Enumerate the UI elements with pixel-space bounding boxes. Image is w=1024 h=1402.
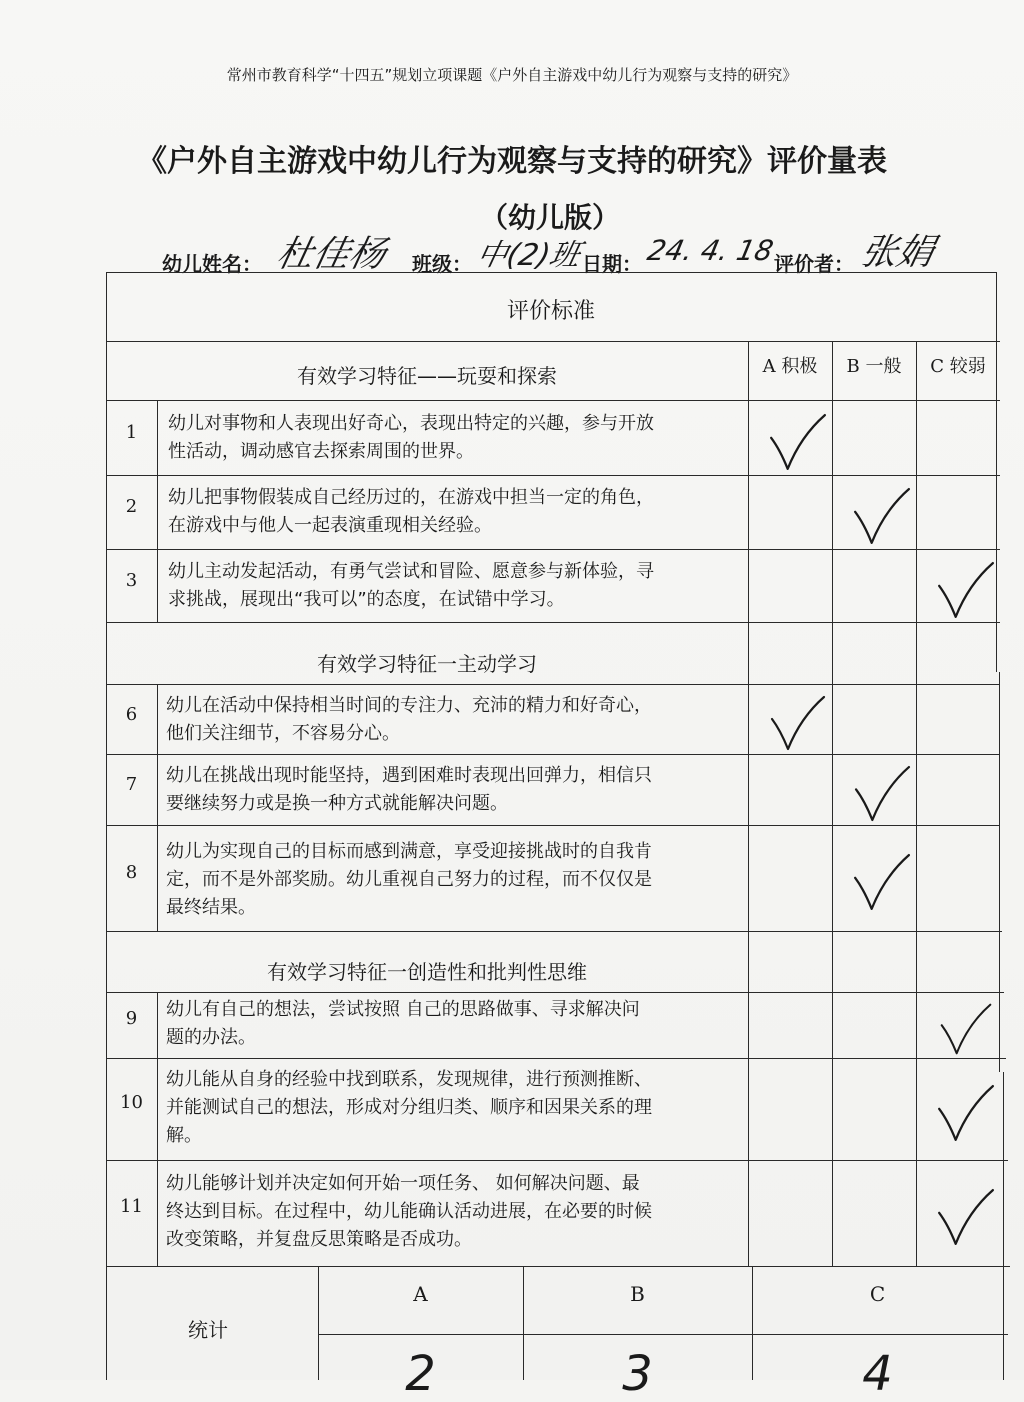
number-col-border xyxy=(157,992,158,1266)
row-divider xyxy=(106,400,1000,401)
row-number: 10 xyxy=(120,1092,143,1113)
row-divider xyxy=(106,341,1000,342)
date-value: 24. 4. 18 xyxy=(644,234,777,267)
row-criterion: 幼儿在活动中保持相当时间的专注力、充沛的精力和好奇心， 他们关注细节，不容易分心。 xyxy=(166,695,652,744)
name-value: 杜佳杨 xyxy=(273,234,390,275)
row-criterion: 幼儿在挑战出现时能坚持，遇到困难时表现出回弹力，相信只 要继续努力或是换一种方式就能解决问题。 xyxy=(166,765,652,814)
row-divider xyxy=(106,1266,1010,1267)
row-number: 7 xyxy=(125,774,138,795)
row-criterion: 幼儿有自己的想法，尝试按照 自己的思路做事、寻求解决问 题的办法。 xyxy=(166,999,640,1048)
stats-value-c: 4 xyxy=(862,1346,893,1402)
stats-value-b: 3 xyxy=(622,1346,653,1402)
check-mark xyxy=(935,1082,997,1144)
row-divider xyxy=(106,825,1000,826)
stats-header-a: A xyxy=(413,1282,428,1306)
rating-col-border xyxy=(748,341,749,1266)
row-divider xyxy=(106,992,1004,993)
document-subtitle: （幼儿版） xyxy=(479,201,620,234)
column-header-b: B 一般 xyxy=(846,356,902,377)
stats-divider xyxy=(318,1334,1008,1335)
column-header-c: C 较弱 xyxy=(930,356,986,377)
row-number: 8 xyxy=(125,862,138,883)
evaluator-label: 评价者： xyxy=(774,252,854,276)
row-divider xyxy=(106,622,1000,623)
table-right-border xyxy=(1003,1072,1004,1380)
number-col-border xyxy=(157,400,158,622)
check-mark xyxy=(852,763,913,824)
table-right-border xyxy=(999,672,1000,1072)
check-mark xyxy=(935,559,997,621)
row-number: 2 xyxy=(125,496,138,517)
name-label: 幼儿姓名： xyxy=(162,252,262,276)
section-title: 有效学习特征一主动学习 xyxy=(317,652,537,676)
section-title: 有效学习特征一创造性和批判性思维 xyxy=(267,960,587,984)
stats-label: 统计 xyxy=(188,1318,228,1342)
stats-value-a: 2 xyxy=(405,1346,436,1402)
check-mark xyxy=(851,485,913,547)
section-title: 有效学习特征——玩耍和探索 xyxy=(297,364,557,388)
rating-col-border xyxy=(916,341,917,1266)
row-divider xyxy=(106,684,1000,685)
evaluator-value: 张娟 xyxy=(857,232,938,273)
row-number: 3 xyxy=(125,570,138,591)
row-divider xyxy=(106,475,1000,476)
row-number: 11 xyxy=(120,1196,143,1217)
document-header: 常州市教育科学“十四五”规划立项课题《户外自主游戏中幼儿行为观察与支持的研究》 xyxy=(226,66,798,84)
row-divider xyxy=(106,931,1002,932)
row-number: 1 xyxy=(125,422,138,443)
row-criterion: 幼儿把事物假装成自己经历过的，在游戏中担当一定的角色， 在游戏中与他人一起表演重现相关经验。 xyxy=(168,487,654,536)
check-mark xyxy=(935,1186,997,1248)
stats-header-b: B xyxy=(630,1282,645,1306)
class-label: 班级： xyxy=(412,252,472,276)
class-value: 中(2)班 xyxy=(473,238,584,273)
check-mark xyxy=(938,1001,994,1057)
rating-col-border xyxy=(832,341,833,1266)
check-mark xyxy=(767,411,829,473)
row-divider xyxy=(106,1160,1008,1161)
document-title: 《户外自主游戏中幼儿行为观察与支持的研究》评价量表 xyxy=(137,144,887,179)
row-divider xyxy=(106,549,1000,550)
table-top-border xyxy=(106,272,997,273)
row-number: 6 xyxy=(125,704,138,725)
row-criterion: 幼儿对事物和人表现出好奇心，表现出特定的兴趣，参与开放 性活动，调动感官去探索周围的世界。 xyxy=(168,413,654,462)
row-divider xyxy=(106,754,1000,755)
row-criterion: 幼儿为实现自己的目标而感到满意，享受迎接挑战时的自我肯 定，而不是外部奖励。幼儿重视自己努力的过程，而不仅仅是 最终结果。 xyxy=(166,841,652,918)
row-number: 9 xyxy=(125,1008,138,1029)
column-header-a: A 积极 xyxy=(762,356,818,377)
row-criterion: 幼儿能够计划并决定如何开始一项任务、 如何解决问题、最 终达到目标。在过程中，幼儿能确认活动进展，在必要的时候 改变策略，并复盘反思策略是否成功。 xyxy=(166,1173,652,1250)
number-col-border xyxy=(157,684,158,931)
row-criterion: 幼儿主动发起活动，有勇气尝试和冒险、愿意参与新体验，寻 求挑战，展现出“我可以”的态度，在试错中学习。 xyxy=(168,561,654,610)
row-criterion: 幼儿能从自身的经验中找到联系，发现规律，进行预测推断、 并能测试自己的想法，形成对分组归类、顺序和因果关系的理 解。 xyxy=(166,1069,652,1146)
check-mark xyxy=(851,851,913,913)
date-label: 日期： xyxy=(582,252,642,276)
check-mark xyxy=(768,693,828,753)
stats-header-c: C xyxy=(869,1282,886,1306)
row-divider xyxy=(106,1058,1006,1059)
criteria-title: 评价标准 xyxy=(506,299,595,324)
